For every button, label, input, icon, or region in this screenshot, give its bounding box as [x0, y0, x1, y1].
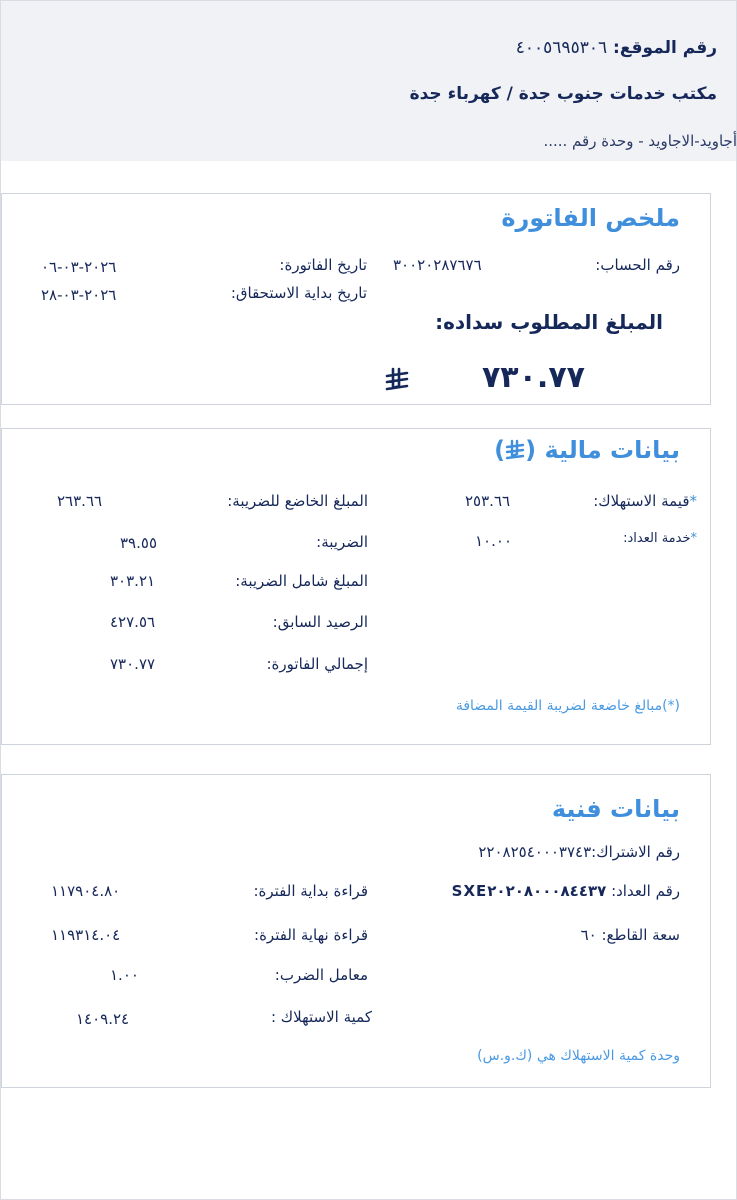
meter-service-label — [623, 531, 697, 546]
meter-service-label-text: خدمة العداد: — [623, 531, 691, 546]
breaker-capacity — [581, 926, 680, 944]
site-number-value: ٤٠٠٥٦٩٥٣٠٦ — [515, 38, 608, 58]
consumption-qty-label: كمية الاستهلاك : — [270, 1008, 372, 1026]
subscription-label: رقم الاشتراك: — [591, 843, 680, 861]
prev-balance-label: الرصيد السابق: — [272, 613, 368, 631]
prev-balance-value: ٤٢٧.٥٦ — [110, 613, 156, 631]
subscription-value: ٢٢٠٨٢٥٤٠٠٠٣٧٤٣ — [478, 843, 592, 861]
amount-due-value: ٧٣٠.٧٧ — [482, 360, 585, 395]
multiplier-value: ١.٠٠ — [110, 966, 139, 984]
meter-number — [452, 882, 680, 900]
account-value: ٣٠٠٢٠٢٨٧٦٧٦ — [393, 256, 482, 274]
breaker-label: سعة القاطع: — [601, 926, 680, 944]
subscription-number — [478, 843, 680, 861]
taxable-value: ٢٦٣.٦٦ — [57, 492, 103, 510]
amount-due-label: المبلغ المطلوب سداده: — [435, 310, 663, 334]
summary-title: ملخص الفاتورة — [501, 204, 680, 232]
breaker-value: ٦٠ — [580, 926, 597, 944]
riyal-currency-icon — [383, 366, 411, 394]
due-start-label: تاريخ بداية الاستحقاق: — [230, 284, 367, 302]
technical-title: بيانات فنية — [551, 795, 680, 823]
total-label: إجمالي الفاتورة: — [266, 655, 368, 673]
taxable-label: المبلغ الخاضع للضريبة: — [227, 492, 368, 510]
vat-note: (*)مبالغ خاضعة لضريبة القيمة المضافة — [455, 698, 680, 714]
end-reading-label: قراءة نهاية الفترة: — [254, 926, 368, 944]
meter-service-value: ١٠.٠٠ — [475, 532, 512, 550]
financial-title-text: بيانات مالية — [544, 436, 680, 464]
incl-tax-label: المبلغ شامل الضريبة: — [235, 572, 368, 590]
start-reading-value: ١١٧٩٠٤.٨٠ — [51, 882, 121, 900]
address-line: أجاويد-الاجاويد - وحدة رقم ..... — [543, 132, 737, 150]
meter-label: رقم العداد: — [611, 882, 680, 900]
start-reading-label: قراءة بداية الفترة: — [253, 882, 368, 900]
riyal-icon — [505, 439, 525, 461]
unit-note: وحدة كمية الاستهلاك هي (ك.و.س) — [477, 1048, 680, 1064]
invoice-date-label: تاريخ الفاتورة: — [279, 256, 367, 274]
financial-title: بيانات مالية () — [494, 436, 680, 464]
star-mark: * — [689, 492, 697, 510]
site-number-label: رقم الموقع: — [613, 38, 717, 58]
consumption-label — [593, 492, 697, 510]
star-mark: * — [690, 531, 697, 546]
consumption-label-text: قيمة الاستهلاك: — [593, 492, 690, 510]
due-start-value: ٢٠٢٦-٠٣-٢٨ — [41, 286, 117, 304]
consumption-qty-value: ١٤٠٩.٢٤ — [76, 1010, 130, 1028]
account-label: رقم الحساب: — [595, 256, 680, 274]
incl-tax-value: ٣٠٣.٢١ — [110, 572, 156, 590]
total-value: ٧٣٠.٧٧ — [110, 655, 156, 673]
meter-value: SXE٢٠٢٠٨٠٠٠٨٤٤٣٧ — [451, 882, 607, 900]
site-number — [516, 38, 717, 58]
tax-value: ٣٩.٥٥ — [120, 534, 157, 552]
consumption-value: ٢٥٣.٦٦ — [465, 492, 511, 510]
multiplier-label: معامل الضرب: — [274, 966, 368, 984]
office-name: مكتب خدمات جنوب جدة / كهرباء جدة — [409, 84, 717, 104]
invoice-date-value: ٢٠٢٦-٠٣-٠٦ — [41, 258, 117, 276]
tax-label: الضريبة: — [316, 533, 368, 551]
end-reading-value: ١١٩٣١٤.٠٤ — [51, 926, 121, 944]
